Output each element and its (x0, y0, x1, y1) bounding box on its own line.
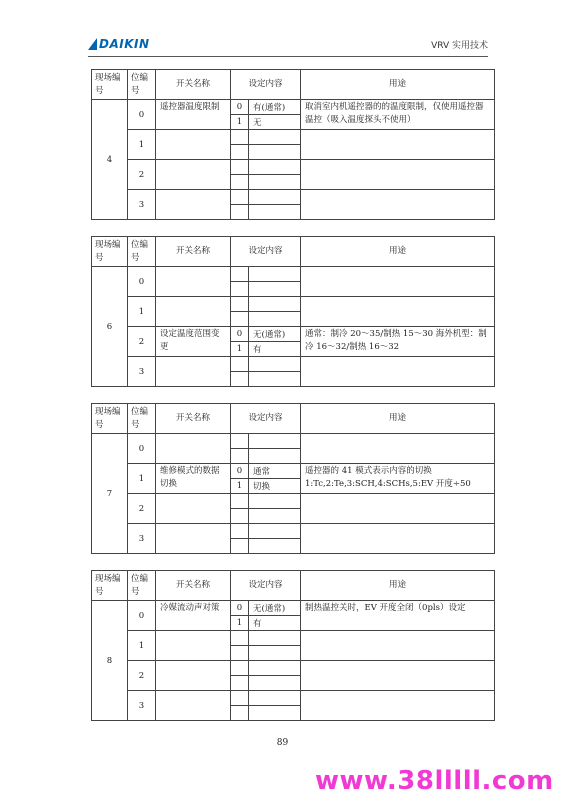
col-header-setting: 设定内容 (231, 571, 301, 601)
daikin-logo (88, 36, 150, 52)
switch-name: 设定温度范围变更 (156, 327, 231, 357)
table-row (92, 434, 495, 449)
setting-text (249, 676, 301, 691)
setting-number (231, 267, 249, 282)
usage-text: 取消室内机遥控器的的温度限制，仅使用遥控器温控（吸入温度探头不使用） (301, 100, 495, 130)
table-row (92, 130, 495, 145)
switch-name (156, 130, 231, 160)
setting-number (231, 145, 249, 160)
setting-text (249, 646, 301, 661)
setting-text (249, 524, 301, 539)
table-row (92, 357, 495, 372)
col-header-site-number: 现场编号 (92, 404, 128, 434)
setting-number: 0 (231, 601, 249, 616)
col-header-site-number: 现场编号 (92, 70, 128, 100)
setting-text (249, 130, 301, 145)
setting-number (231, 539, 249, 554)
switch-table (91, 69, 495, 220)
setting-text (249, 494, 301, 509)
setting-number (231, 175, 249, 190)
col-header-position-number: 位编号 (128, 571, 156, 601)
setting-number: 1 (231, 342, 249, 357)
col-header-switch-name: 开关名称 (156, 70, 231, 100)
col-header-site-number: 现场编号 (92, 237, 128, 267)
position-number: 1 (128, 464, 156, 494)
setting-text (249, 661, 301, 676)
logo-wing-icon (88, 38, 97, 50)
page-number: 89 (276, 738, 289, 748)
site-number: 6 (92, 267, 128, 387)
table-row (92, 464, 495, 479)
setting-text (249, 631, 301, 646)
usage-text (301, 357, 495, 387)
setting-text (249, 297, 301, 312)
position-number: 0 (128, 434, 156, 464)
site-number: 4 (92, 100, 128, 220)
setting-text (249, 145, 301, 160)
setting-text (249, 372, 301, 387)
usage-text (301, 130, 495, 160)
position-number: 0 (128, 100, 156, 130)
setting-text (249, 205, 301, 220)
setting-number (231, 372, 249, 387)
setting-text (249, 434, 301, 449)
setting-text (249, 357, 301, 372)
setting-number: 0 (231, 327, 249, 342)
position-number: 1 (128, 297, 156, 327)
setting-number (231, 130, 249, 145)
switch-name (156, 357, 231, 387)
setting-text (249, 312, 301, 327)
setting-number (231, 691, 249, 706)
usage-text (301, 494, 495, 524)
usage-text (301, 524, 495, 554)
position-number: 3 (128, 190, 156, 220)
position-number: 2 (128, 661, 156, 691)
switch-name (156, 661, 231, 691)
switch-name (156, 434, 231, 464)
usage-text (301, 661, 495, 691)
switch-name (156, 494, 231, 524)
switch-table (91, 403, 495, 554)
table-row (92, 297, 495, 312)
setting-number (231, 297, 249, 312)
usage-text: 通常：制冷 20～35/制热 15～30 海外机型：制冷 16～32/制热 16～32 (301, 327, 495, 357)
setting-number (231, 282, 249, 297)
setting-number (231, 631, 249, 646)
switch-table (91, 236, 495, 387)
setting-number (231, 524, 249, 539)
position-number: 3 (128, 524, 156, 554)
switch-name: 维修模式的数据切换 (156, 464, 231, 494)
position-number: 3 (128, 357, 156, 387)
setting-number (231, 160, 249, 175)
col-header-switch-name: 开关名称 (156, 404, 231, 434)
setting-text (249, 509, 301, 524)
setting-number (231, 205, 249, 220)
setting-text: 无(通常) (249, 601, 301, 616)
table-row (92, 327, 495, 342)
switch-name (156, 160, 231, 190)
setting-number (231, 509, 249, 524)
switch-name (156, 190, 231, 220)
setting-text: 无(通常) (249, 327, 301, 342)
usage-text (301, 434, 495, 464)
setting-text (249, 190, 301, 205)
table-row (92, 661, 495, 676)
switch-name (156, 631, 231, 661)
table-row (92, 494, 495, 509)
col-header-setting: 设定内容 (231, 70, 301, 100)
usage-text: 制热温控关时，EV 开度全闭（0pls）设定 (301, 601, 495, 631)
switch-name (156, 524, 231, 554)
usage-text (301, 190, 495, 220)
table-row (92, 631, 495, 646)
watermark: www.38lllll.com (315, 766, 554, 796)
position-number: 1 (128, 631, 156, 661)
setting-text: 有 (249, 342, 301, 357)
setting-number: 1 (231, 115, 249, 130)
site-number: 8 (92, 601, 128, 721)
brand-wordmark: DAIKIN (99, 37, 150, 51)
switch-name (156, 691, 231, 721)
setting-number (231, 494, 249, 509)
position-number: 2 (128, 160, 156, 190)
col-header-position-number: 位编号 (128, 237, 156, 267)
switch-name (156, 267, 231, 297)
site-number: 7 (92, 434, 128, 554)
setting-number: 0 (231, 100, 249, 115)
col-header-usage: 用途 (301, 237, 495, 267)
position-number: 1 (128, 130, 156, 160)
usage-text (301, 297, 495, 327)
setting-text: 有(通常) (249, 100, 301, 115)
usage-text (301, 691, 495, 721)
usage-text (301, 631, 495, 661)
switch-name: 冷媒流动声对策 (156, 601, 231, 631)
setting-number (231, 646, 249, 661)
table-row (92, 100, 495, 115)
setting-number (231, 661, 249, 676)
table-header-row (92, 404, 495, 434)
col-header-switch-name: 开关名称 (156, 237, 231, 267)
page-header (88, 34, 488, 57)
setting-number: 1 (231, 479, 249, 494)
position-number: 0 (128, 267, 156, 297)
table-header-row (92, 70, 495, 100)
col-header-usage: 用途 (301, 571, 495, 601)
setting-text: 有 (249, 616, 301, 631)
table-row (92, 160, 495, 175)
setting-text (249, 267, 301, 282)
setting-text: 通常 (249, 464, 301, 479)
setting-text: 无 (249, 115, 301, 130)
table-row (92, 601, 495, 616)
setting-text (249, 691, 301, 706)
position-number: 2 (128, 494, 156, 524)
setting-text (249, 175, 301, 190)
setting-number (231, 190, 249, 205)
col-header-setting: 设定内容 (231, 237, 301, 267)
usage-text (301, 160, 495, 190)
table-row (92, 190, 495, 205)
table-row (92, 524, 495, 539)
switch-table (91, 570, 495, 721)
setting-text (249, 282, 301, 297)
document-title: VRV 实用技术 (431, 41, 488, 51)
setting-number (231, 676, 249, 691)
setting-number (231, 706, 249, 721)
setting-number: 1 (231, 616, 249, 631)
setting-text (249, 160, 301, 175)
setting-number: 0 (231, 464, 249, 479)
position-number: 3 (128, 691, 156, 721)
setting-text (249, 449, 301, 464)
col-header-position-number: 位编号 (128, 70, 156, 100)
position-number: 2 (128, 327, 156, 357)
col-header-usage: 用途 (301, 70, 495, 100)
table-header-row (92, 237, 495, 267)
table-row (92, 691, 495, 706)
usage-text: 遥控器的 41 模式表示内容的切换 1:Tc,2:Te,3:SCH,4:SCHs,5:EV 开度÷50 (301, 464, 495, 494)
col-header-site-number: 现场编号 (92, 571, 128, 601)
switch-name: 遥控器温度限制 (156, 100, 231, 130)
col-header-position-number: 位编号 (128, 404, 156, 434)
setting-text: 切换 (249, 479, 301, 494)
usage-text (301, 267, 495, 297)
setting-number (231, 312, 249, 327)
setting-text (249, 539, 301, 554)
position-number: 0 (128, 601, 156, 631)
col-header-switch-name: 开关名称 (156, 571, 231, 601)
setting-number (231, 357, 249, 372)
col-header-usage: 用途 (301, 404, 495, 434)
setting-number (231, 449, 249, 464)
setting-number (231, 434, 249, 449)
table-row (92, 267, 495, 282)
switch-name (156, 297, 231, 327)
col-header-setting: 设定内容 (231, 404, 301, 434)
setting-text (249, 706, 301, 721)
table-header-row (92, 571, 495, 601)
